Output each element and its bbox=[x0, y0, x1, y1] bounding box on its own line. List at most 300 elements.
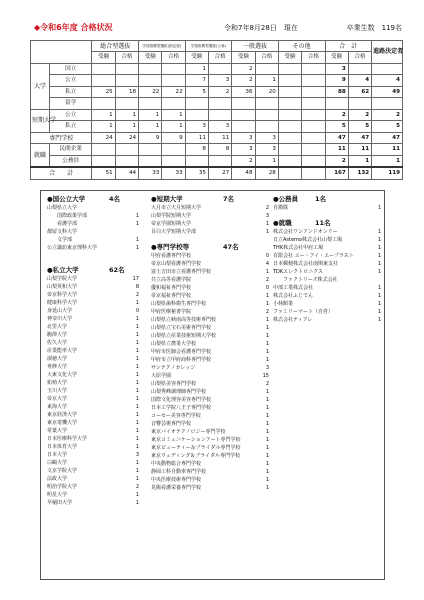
list-item bbox=[151, 364, 269, 372]
decided-total: 119 bbox=[372, 167, 403, 179]
column-header: 合格 bbox=[255, 52, 278, 63]
table-cell: 11 bbox=[208, 132, 231, 143]
table-cell bbox=[92, 144, 115, 155]
page-title: ◆令和6年度 合格状況 bbox=[34, 23, 113, 32]
list-item bbox=[151, 356, 269, 364]
item-count: 1 bbox=[135, 460, 139, 466]
list-item bbox=[273, 228, 381, 236]
table-cell bbox=[348, 63, 371, 74]
list-item bbox=[273, 252, 381, 260]
item-count: 2 bbox=[265, 205, 269, 211]
table-cell: 3 bbox=[255, 144, 278, 155]
item-count: 1 bbox=[135, 388, 139, 394]
column-group-header: 総合型選抜 bbox=[92, 41, 139, 52]
table-cell: 1 bbox=[255, 75, 278, 86]
item-count: 1 bbox=[135, 420, 139, 426]
list-item bbox=[151, 212, 269, 220]
item-name: 静岡工科自動車専門学校 bbox=[151, 469, 207, 475]
item-name: 東京ウェディング＆ブライダル専門学校 bbox=[151, 453, 241, 459]
table-header-row bbox=[31, 41, 403, 52]
item-name: 公立諏訪東京理科大学 bbox=[47, 245, 98, 251]
table-cell bbox=[255, 98, 278, 109]
list-item bbox=[151, 428, 269, 436]
table-cell: 3 bbox=[325, 63, 348, 74]
item-count: 1 bbox=[265, 397, 269, 403]
item-name: 日本体育大学 bbox=[47, 444, 78, 450]
table-cell: 2 bbox=[232, 155, 255, 167]
total-label: 合 計 bbox=[31, 167, 92, 179]
table-cell bbox=[232, 109, 255, 120]
item-count: 1 bbox=[377, 317, 381, 323]
item-name: 山梨県立峡南高等技術専門校 bbox=[151, 317, 217, 323]
list-item bbox=[151, 268, 269, 276]
item-name: 常葉大学 bbox=[47, 428, 68, 434]
table-cell: 47 bbox=[348, 132, 371, 143]
table-cell bbox=[278, 75, 301, 86]
item-count: 1 bbox=[135, 428, 139, 434]
decided-count bbox=[372, 63, 403, 74]
list-item bbox=[273, 308, 381, 316]
list-item bbox=[273, 276, 381, 284]
decided-count: 1 bbox=[372, 155, 403, 167]
section-title: ●国公立大学 bbox=[47, 195, 86, 203]
item-count: 1 bbox=[377, 285, 381, 291]
table-cell bbox=[139, 63, 162, 74]
table-cell: 9 bbox=[162, 132, 185, 143]
item-count: 2 bbox=[265, 381, 269, 387]
item-name: 日本郵便株式会社南関東支社 bbox=[273, 261, 339, 267]
item-name: 白鷗大学 bbox=[47, 460, 68, 466]
list-item bbox=[273, 268, 381, 276]
item-name: 佐久大学 bbox=[47, 340, 68, 346]
item-name: 山梨県美容専門学校 bbox=[151, 381, 197, 387]
item-name: 専修大学 bbox=[47, 364, 68, 370]
decided-count: 4 bbox=[372, 75, 403, 86]
item-count: 1 bbox=[135, 300, 139, 306]
table-cell: 25 bbox=[92, 86, 115, 97]
list-item bbox=[47, 204, 139, 212]
list-item bbox=[151, 396, 269, 404]
table-cell bbox=[185, 155, 208, 167]
item-count: 4 bbox=[265, 261, 269, 267]
table-row bbox=[31, 63, 403, 74]
list-item bbox=[151, 380, 269, 388]
table-cell bbox=[139, 98, 162, 109]
item-count: 1 bbox=[135, 213, 139, 219]
item-name: 優和福祉専門学校 bbox=[151, 285, 192, 291]
table-cell: 8 bbox=[185, 144, 208, 155]
table-cell bbox=[278, 132, 301, 143]
item-name: 健康科学大学 bbox=[47, 300, 78, 306]
table-cell: 24 bbox=[92, 132, 115, 143]
report-date: 令和7年8月28日 現在 bbox=[224, 24, 298, 32]
decided-count: 49 bbox=[372, 86, 403, 97]
list-item bbox=[151, 284, 269, 292]
item-name: 音響芸術専門学校 bbox=[151, 421, 192, 427]
list-item bbox=[47, 411, 139, 419]
table-cell: 7 bbox=[185, 75, 208, 86]
table-row bbox=[31, 121, 403, 132]
item-count: 1 bbox=[377, 293, 381, 299]
list-item bbox=[151, 412, 269, 420]
table-cell: 3 bbox=[208, 75, 231, 86]
item-count: 1 bbox=[265, 389, 269, 395]
list-item bbox=[47, 443, 139, 451]
list-item bbox=[47, 323, 139, 331]
item-name: ファミリーマート（自営） bbox=[273, 309, 333, 315]
list-item bbox=[151, 228, 269, 236]
item-count: 1 bbox=[265, 333, 269, 339]
table-cell bbox=[185, 109, 208, 120]
list-item bbox=[47, 363, 139, 371]
list-item bbox=[47, 379, 139, 387]
table-cell bbox=[92, 75, 115, 86]
list-item bbox=[151, 476, 269, 484]
item-name: 大東文化大学 bbox=[47, 372, 78, 378]
item-count: 1 bbox=[265, 341, 269, 347]
section-title: ●公務員 bbox=[273, 195, 299, 203]
item-count: 0 bbox=[265, 253, 269, 259]
list-item bbox=[151, 468, 269, 476]
section-heading-shiritsu bbox=[47, 266, 139, 275]
table-cell bbox=[278, 98, 301, 109]
item-name: 日本医療科学大学 bbox=[47, 436, 88, 442]
table-cell bbox=[278, 86, 301, 97]
list-item bbox=[47, 499, 139, 507]
table-cell bbox=[278, 155, 301, 167]
row-label: 留学 bbox=[50, 98, 92, 109]
list-item bbox=[47, 307, 139, 315]
item-name: 山梨秀峰調理師専門学校 bbox=[151, 389, 207, 395]
table-cell: 9 bbox=[325, 75, 348, 86]
item-count: 1 bbox=[377, 253, 381, 259]
item-count: 1 bbox=[135, 372, 139, 378]
item-name: 東京経済大学 bbox=[47, 412, 78, 418]
list-item bbox=[151, 260, 269, 268]
list-item bbox=[273, 260, 381, 268]
list-item bbox=[273, 300, 381, 308]
list-item bbox=[47, 395, 139, 403]
list-item bbox=[151, 292, 269, 300]
row-group-label: 専門学校 bbox=[31, 132, 92, 143]
item-count: 1 bbox=[265, 477, 269, 483]
list-item bbox=[151, 220, 269, 228]
item-name: 日本大学 bbox=[47, 452, 68, 458]
table-cell bbox=[162, 75, 185, 86]
item-count: 3 bbox=[265, 365, 269, 371]
list-item bbox=[47, 244, 139, 252]
list-item bbox=[47, 339, 139, 347]
table-cell: 132 bbox=[348, 167, 371, 179]
section-count: 47名 bbox=[223, 243, 239, 251]
table-cell bbox=[208, 155, 231, 167]
table-cell: 27 bbox=[208, 167, 231, 179]
page-header bbox=[34, 22, 410, 34]
item-count: 3 bbox=[135, 452, 139, 458]
item-name: 早稲田大学 bbox=[47, 500, 73, 506]
item-name: 国際文化理容美容専門学校 bbox=[151, 397, 212, 403]
table-cell: 1 bbox=[185, 63, 208, 74]
list-item bbox=[47, 491, 139, 499]
column-header: 受験 bbox=[232, 52, 255, 63]
item-count: 1 bbox=[135, 380, 139, 386]
item-count: 1 bbox=[135, 492, 139, 498]
table-row bbox=[31, 86, 403, 97]
list-item bbox=[273, 244, 381, 252]
table-row bbox=[31, 155, 403, 167]
table-cell bbox=[255, 121, 278, 132]
table-cell bbox=[302, 121, 325, 132]
item-name: 甲府看護専門学校 bbox=[151, 253, 192, 259]
table-cell bbox=[255, 109, 278, 120]
table-cell bbox=[302, 132, 325, 143]
item-count: 17 bbox=[132, 276, 139, 282]
list-item bbox=[47, 403, 139, 411]
item-count: 1 bbox=[135, 500, 139, 506]
item-count: 1 bbox=[265, 453, 269, 459]
table-cell bbox=[162, 98, 185, 109]
item-name: 甲府市医師会看護専門学校 bbox=[151, 349, 212, 355]
table-cell bbox=[162, 63, 185, 74]
list-item bbox=[151, 460, 269, 468]
item-name: ファクトリーズ株式会社 bbox=[283, 277, 338, 283]
section-heading-tanki bbox=[151, 195, 269, 204]
item-name: 中央動物総合専門学校 bbox=[151, 461, 202, 467]
section-count: 62名 bbox=[109, 266, 125, 274]
row-label: 私立 bbox=[50, 121, 92, 132]
table-cell bbox=[115, 155, 138, 167]
list-item bbox=[47, 228, 139, 236]
item-count: 2 bbox=[265, 309, 269, 315]
column-header: 合格 bbox=[348, 52, 371, 63]
table-cell: 44 bbox=[115, 167, 138, 179]
item-count: 1 bbox=[135, 468, 139, 474]
table-cell: 3 bbox=[232, 132, 255, 143]
item-count: 1 bbox=[265, 405, 269, 411]
item-count: 1 bbox=[377, 237, 381, 243]
destination-lists bbox=[40, 190, 385, 580]
list-item bbox=[151, 420, 269, 428]
list-item bbox=[273, 292, 381, 300]
item-count: 1 bbox=[265, 349, 269, 355]
item-count: 3 bbox=[265, 213, 269, 219]
item-count: 1 bbox=[135, 404, 139, 410]
column-header: 合格 bbox=[115, 52, 138, 63]
item-name: 株式会社ふじでん bbox=[273, 293, 314, 299]
list-item bbox=[47, 427, 139, 435]
table-cell bbox=[278, 63, 301, 74]
list-item bbox=[151, 348, 269, 356]
table-row bbox=[31, 75, 403, 86]
item-count: 1 bbox=[265, 293, 269, 299]
table-cell: 62 bbox=[348, 86, 371, 97]
table-cell: 1 bbox=[255, 155, 278, 167]
graduate-count: 卒業生数 119名 bbox=[346, 24, 402, 32]
list-item bbox=[47, 475, 139, 483]
table-cell: 2 bbox=[232, 75, 255, 86]
list-item bbox=[273, 236, 381, 244]
item-name: TDKエレクトロニクス bbox=[273, 269, 324, 275]
table-cell: 36 bbox=[232, 86, 255, 97]
item-name: 共立高等看護学院 bbox=[151, 277, 192, 283]
total-row bbox=[31, 167, 403, 179]
university-column bbox=[47, 195, 139, 507]
decided-count: 47 bbox=[372, 132, 403, 143]
table-cell bbox=[348, 98, 371, 109]
item-count: 1 bbox=[135, 340, 139, 346]
item-count: 0 bbox=[135, 308, 139, 314]
table-cell: 11 bbox=[348, 144, 371, 155]
table-cell: 2 bbox=[325, 155, 348, 167]
item-count: 1 bbox=[135, 324, 139, 330]
list-item bbox=[151, 308, 269, 316]
table-cell: 1 bbox=[92, 109, 115, 120]
item-count: 1 bbox=[265, 485, 269, 491]
item-name: 山梨県立農業大学校 bbox=[151, 341, 197, 347]
table-cell bbox=[302, 167, 325, 179]
item-count: 1 bbox=[135, 348, 139, 354]
list-item bbox=[151, 436, 269, 444]
list-item bbox=[47, 275, 139, 283]
results-summary-table bbox=[30, 40, 403, 180]
table-cell: 9 bbox=[139, 132, 162, 143]
list-item bbox=[273, 204, 381, 212]
list-item bbox=[47, 220, 139, 228]
table-cell bbox=[302, 109, 325, 120]
table-cell: 20 bbox=[255, 86, 278, 97]
column-header: 受験 bbox=[278, 52, 301, 63]
table-cell: 1 bbox=[162, 109, 185, 120]
list-item bbox=[47, 347, 139, 355]
table-cell bbox=[208, 109, 231, 120]
item-count: 1 bbox=[135, 237, 139, 243]
item-count: 1 bbox=[265, 429, 269, 435]
table-cell bbox=[92, 63, 115, 74]
item-name: 有限会社 エー・アイ・エープラスト bbox=[273, 253, 354, 259]
item-name: 甲府市立甲府商科専門学校 bbox=[151, 357, 212, 363]
table-cell: 47 bbox=[325, 132, 348, 143]
item-name: 富士吉田市立看護専門学校 bbox=[151, 269, 212, 275]
section-count: 11名 bbox=[315, 219, 331, 227]
table-cell: 3 bbox=[232, 144, 255, 155]
table-cell: 51 bbox=[92, 167, 115, 179]
table-cell: 3 bbox=[208, 121, 231, 132]
list-item bbox=[151, 300, 269, 308]
item-count: 1 bbox=[265, 301, 269, 307]
section-title: ●専門学校等 bbox=[151, 243, 190, 251]
table-cell: 11 bbox=[185, 132, 208, 143]
column-group-header: その他 bbox=[278, 41, 325, 52]
table-cell: 11 bbox=[325, 144, 348, 155]
list-item bbox=[47, 212, 139, 220]
table-row bbox=[31, 109, 403, 120]
column-header: 合格 bbox=[162, 52, 185, 63]
list-item bbox=[151, 444, 269, 452]
list-item bbox=[47, 291, 139, 299]
table-cell: 1 bbox=[162, 121, 185, 132]
item-name: 小林館業 bbox=[273, 301, 294, 307]
item-count: 1 bbox=[377, 245, 381, 251]
item-count: 1 bbox=[135, 364, 139, 370]
table-cell: 2 bbox=[232, 63, 255, 74]
item-name: 帝京学園短期大学 bbox=[151, 221, 192, 227]
table-cell bbox=[139, 155, 162, 167]
row-label: 公務員 bbox=[50, 155, 92, 167]
item-name: 日本工学院八王子専門学校 bbox=[151, 405, 212, 411]
table-cell: 1 bbox=[115, 109, 138, 120]
table-cell: 1 bbox=[115, 121, 138, 132]
table-cell: 3 bbox=[185, 121, 208, 132]
table-cell bbox=[302, 144, 325, 155]
item-count: 1 bbox=[135, 316, 139, 322]
item-count: 1 bbox=[377, 301, 381, 307]
row-group-label: 短期大学 bbox=[31, 109, 50, 132]
table-cell bbox=[325, 98, 348, 109]
column-header: 受験 bbox=[92, 52, 115, 63]
spacer bbox=[273, 212, 381, 219]
table-cell: 2 bbox=[348, 109, 371, 120]
table-cell: 18 bbox=[115, 86, 138, 97]
item-name: 山梨県歯科衛生専門学校 bbox=[151, 301, 207, 307]
section-count: 4名 bbox=[109, 195, 121, 203]
item-name: 東京バイオテクノロジー専門学校 bbox=[151, 429, 226, 435]
table-cell: 88 bbox=[325, 86, 348, 97]
decided-count: 5 bbox=[372, 121, 403, 132]
item-count: 1 bbox=[265, 437, 269, 443]
list-item bbox=[47, 371, 139, 379]
table-row bbox=[31, 144, 403, 155]
table-cell bbox=[278, 121, 301, 132]
table-cell bbox=[232, 98, 255, 109]
item-name: 東京コミュニケーションアート専門学校 bbox=[151, 437, 241, 443]
table-cell bbox=[139, 144, 162, 155]
table-cell: 1 bbox=[92, 121, 115, 132]
table-cell: 2 bbox=[208, 86, 231, 97]
item-name: 晃陽看護栄養専門学校 bbox=[151, 485, 202, 491]
list-item bbox=[151, 332, 269, 340]
item-count: 1 bbox=[135, 444, 139, 450]
table-cell: 5 bbox=[325, 121, 348, 132]
item-name: 身延山大学 bbox=[47, 308, 73, 314]
item-name: 都留文科大学 bbox=[47, 229, 78, 235]
table-cell: 2 bbox=[325, 109, 348, 120]
item-count: 2 bbox=[135, 292, 139, 298]
column-header: 受験 bbox=[185, 52, 208, 63]
column-group-header: 一般選抜 bbox=[232, 41, 279, 52]
item-name: 玉川大学 bbox=[47, 388, 68, 394]
table-cell bbox=[92, 155, 115, 167]
list-item bbox=[151, 324, 269, 332]
item-count: 1 bbox=[377, 229, 381, 235]
item-name: 帝京福祉専門学校 bbox=[151, 293, 192, 299]
section-count: 1名 bbox=[315, 195, 327, 203]
item-name: 株式会社ワンアンドオンリー bbox=[273, 229, 338, 235]
list-item bbox=[47, 467, 139, 475]
item-name: 株式会社ティアレ bbox=[273, 317, 313, 323]
section-title: ●就職 bbox=[273, 219, 292, 227]
list-item bbox=[47, 451, 139, 459]
item-count: 1 bbox=[265, 357, 269, 363]
table-cell bbox=[92, 98, 115, 109]
spacer bbox=[47, 252, 139, 259]
item-name: 帝京大学 bbox=[47, 396, 68, 402]
row-group-label: 大学 bbox=[31, 63, 50, 109]
table-cell bbox=[302, 98, 325, 109]
table-cell bbox=[232, 121, 255, 132]
list-item bbox=[151, 252, 269, 260]
table-cell bbox=[185, 98, 208, 109]
table-cell: 1 bbox=[139, 121, 162, 132]
